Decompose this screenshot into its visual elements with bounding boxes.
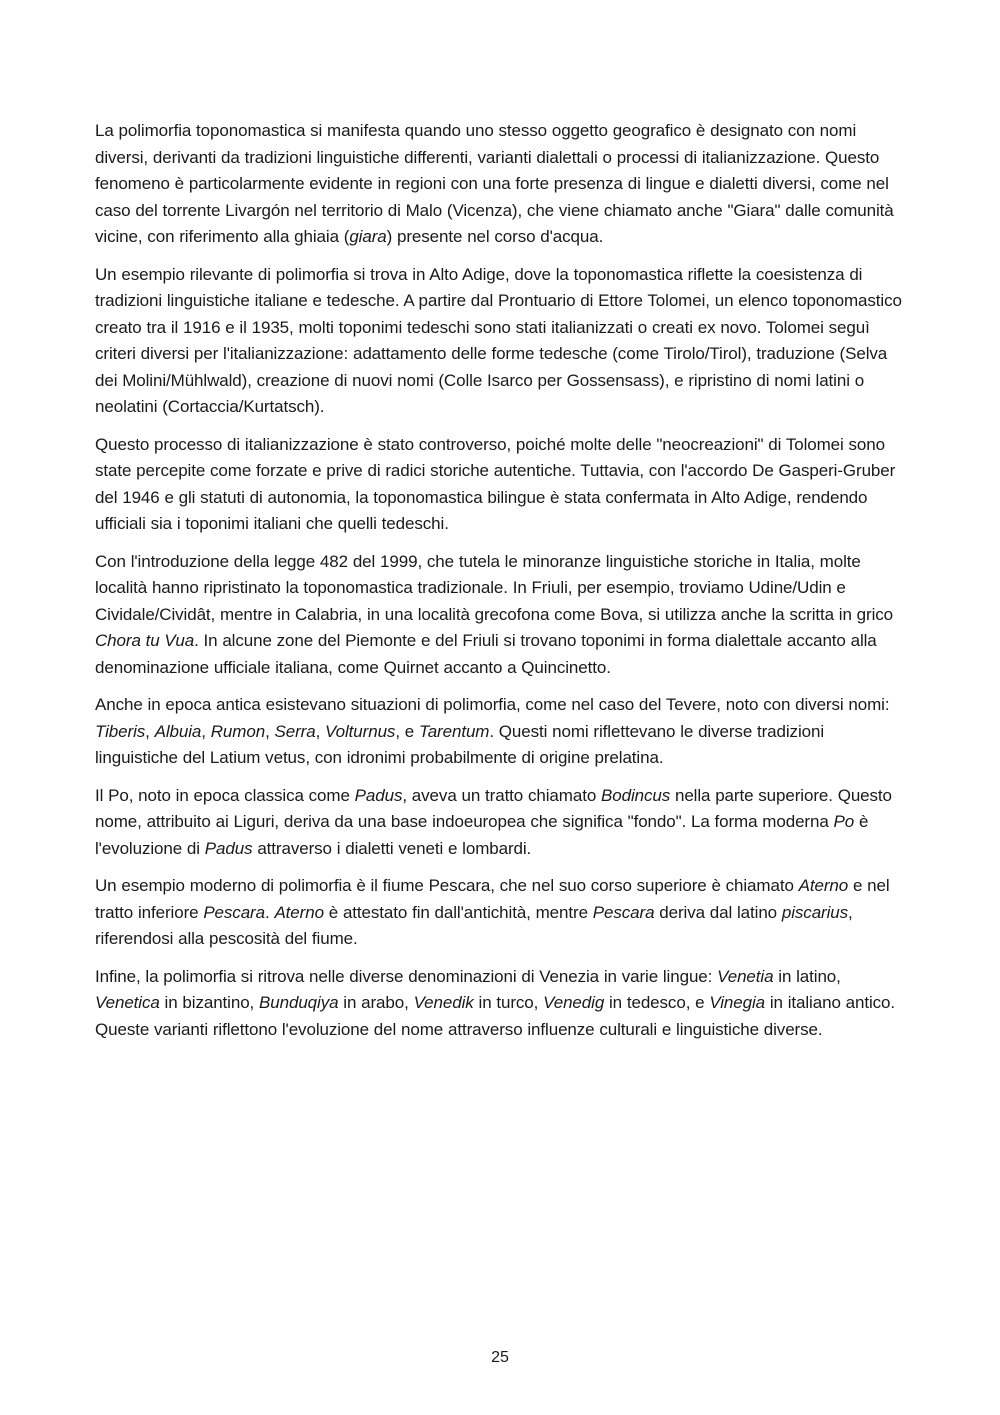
- paragraph: [95, 692, 910, 772]
- text-run: ) presente nel corso d'acqua.: [386, 227, 604, 246]
- text-run: è attestato fin dall'antichità, mentre: [323, 902, 593, 922]
- text-run: Con l'introduzione della legge 482 del 1999, che tutela le minoranze linguistiche storiche in Italia, molte località hanno ripristinato la toponomastica tradizionale. In Friuli, per esempio, troviamo Udine/Udin e Cividale/Cividât, mentre in Calabria, in una località grecofona come Bova, si utilizza anche la scritta in grico: [95, 551, 893, 624]
- text-run: attraverso i dialetti veneti e lombardi.: [252, 838, 532, 858]
- text-run: La polimorfia toponomastica si manifesta quando uno stesso oggetto geografico è designato con nomi diversi, derivanti da tradizioni linguistiche differenti, varianti dialettali o processi di italianizzazione. Questo fenomeno è particolarmente evidente in regioni con una forte presenza di lingue e dialetti diversi, come nel caso del torrente Livargón nel territorio di Malo (Vicenza), che viene chiamato anche "Giara" dalle comunità vicine, con riferimento alla ghiaia (: [95, 121, 894, 246]
- page-body: [95, 118, 910, 1054]
- italic-text: Bodincus: [601, 785, 671, 805]
- page-number: 25: [491, 1349, 509, 1366]
- italic-text: Pescara: [592, 902, 655, 922]
- italic-text: Albuia: [154, 721, 202, 741]
- italic-text: Serra: [274, 721, 316, 741]
- italic-text: Padus: [354, 785, 403, 805]
- italic-text: Aterno: [274, 902, 324, 922]
- text-run: in turco,: [473, 993, 544, 1012]
- italic-text: Rumon: [210, 721, 266, 741]
- italic-text: Aterno: [798, 876, 849, 895]
- text-run: Infine, la polimorfia si ritrova nelle diverse denominazioni di Venezia in varie lingue:: [95, 966, 718, 986]
- text-run: , e: [395, 721, 419, 741]
- text-run: in bizantino,: [159, 993, 260, 1012]
- text-run: ,: [265, 721, 275, 741]
- text-run: , aveva un tratto chiamato: [402, 785, 601, 805]
- italic-text: giara: [349, 227, 387, 246]
- italic-text: Tarentum: [418, 721, 490, 741]
- text-run: in arabo,: [338, 993, 414, 1012]
- text-run: , riferendosi alla pescosità del fiume.: [95, 902, 853, 948]
- italic-text: Venedig: [543, 993, 605, 1012]
- text-run: Un esempio rilevante di polimorfia si trova in Alto Adige, dove la toponomastica riflette la coesistenza di tradizioni linguistiche italiane e tedesche. A partire dal Prontuario di Ettore Tolomei, un elenco toponomastico creato tra il 1916 e il 1935, molti toponimi tedeschi sono stati italianizzati o creati ex novo. Tolomei seguì criteri diversi per l'italianizzazione: adattamento delle forme tedesche (come Tirolo/Tirol), traduzione (Selva dei Molini/Mühlwald), creazione di nuovi nomi (Colle Isarco per Gossensass), e ripristino di nomi latini o neolatini (Cortaccia/Kurtatsch).: [95, 264, 902, 416]
- text-run: . In alcune zone del Piemonte e del Friuli si trovano toponimi in forma dialettale accanto alla denominazione ufficiale italiana, come Quirnet accanto a Quincinetto.: [95, 631, 877, 677]
- text-run: Il Po, noto in epoca classica come: [95, 785, 355, 805]
- paragraph: [95, 262, 910, 421]
- paragraph: [95, 118, 910, 251]
- text-run: ,: [145, 721, 155, 741]
- italic-text: Venetica: [95, 993, 160, 1012]
- italic-text: Padus: [204, 838, 253, 858]
- paragraph: [95, 549, 910, 682]
- text-run: ,: [315, 721, 326, 741]
- italic-text: Volturnus: [325, 721, 396, 741]
- text-run: nella parte superiore. Questo nome, attribuito ai Liguri, deriva da una base indoeuropea che significa "fondo". La forma moderna: [95, 785, 892, 831]
- text-run: in latino,: [773, 966, 841, 986]
- text-run: è l'evoluzione di: [95, 812, 869, 858]
- italic-text: Bunduqiya: [259, 993, 339, 1012]
- italic-text: Pescara: [203, 902, 265, 922]
- paragraph: [95, 432, 910, 538]
- text-run: e nel tratto inferiore: [95, 876, 890, 922]
- text-run: . Questi nomi riflettevano le diverse tradizioni linguistiche del Latium vetus, con idronimi probabilmente di origine prelatina.: [95, 721, 825, 767]
- text-run: Un esempio moderno di polimorfia è il fiume Pescara, che nel suo corso superiore è chiamato: [95, 876, 799, 895]
- text-run: .: [264, 902, 275, 922]
- italic-text: Venetia: [717, 966, 774, 986]
- italic-text: Venedik: [413, 993, 474, 1012]
- text-run: Questo processo di italianizzazione è stato controverso, poiché molte delle "neocreazioni" di Tolomei sono state percepite come forzate e prive di radici storiche autentiche. Tuttavia, con l'accordo De Gasperi-Gruber del 1946 e gli statuti di autonomia, la toponomastica bilingue è stata confermata in Alto Adige, rendendo ufficiali sia i toponimi italiani che quelli tedeschi.: [95, 434, 896, 533]
- text-run: in italiano antico. Queste varianti riflettono l'evoluzione del nome attraverso influenze culturali e linguistiche diverse.: [95, 993, 896, 1039]
- text-run: Anche in epoca antica esistevano situazioni di polimorfia, come nel caso del Tevere, noto con diversi nomi:: [95, 695, 890, 714]
- paragraph: [95, 783, 910, 863]
- italic-text: Chora tu Vua: [95, 631, 195, 650]
- italic-text: Tiberis: [95, 721, 146, 741]
- italic-text: piscarius: [781, 902, 849, 922]
- text-run: ,: [201, 721, 211, 741]
- text-run: in tedesco, e: [604, 993, 710, 1012]
- text-run: deriva dal latino: [654, 902, 782, 922]
- paragraph: [95, 873, 910, 953]
- italic-text: Po: [833, 812, 855, 831]
- paragraph: [95, 964, 910, 1044]
- italic-text: Vinegia: [709, 993, 766, 1012]
